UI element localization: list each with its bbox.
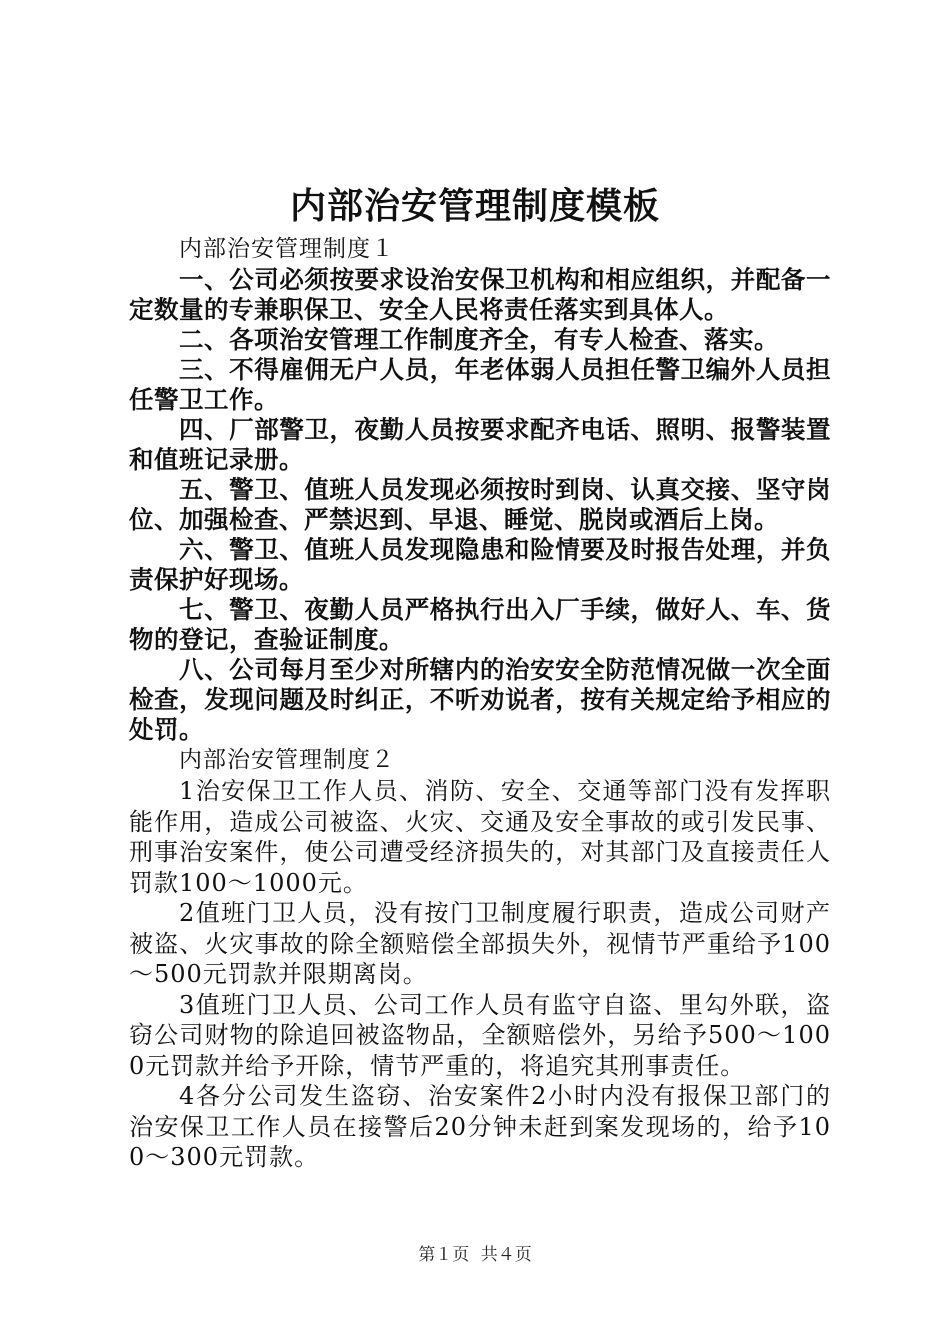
paragraph: 3值班门卫人员、公司工作人员有监守自盗、里勾外联，盗窃公司财物的除追回被盗物品，全额赔偿外，另给予500～1000元罚款并给予开除，情节严重的，将追究其刑事责任。 [129, 990, 831, 1080]
paragraph: 五、警卫、值班人员发现必须按时到岗、认真交接、坚守岗位、加强检查、严禁迟到、早退、睡觉、脱岗或酒后上岗。 [129, 475, 831, 534]
paragraph: 1治安保卫工作人员、消防、安全、交通等部门没有发挥职能作用，造成公司被盗、火灾、交通及安全事故的或引发民事、刑事治安案件，使公司遭受经济损失的，对其部门及直接责任人罚款100～1000元。 [129, 777, 831, 897]
paragraph: 六、警卫、值班人员发现隐患和险情要及时报告处理，并负责保护好现场。 [129, 535, 831, 594]
paragraph: 四、厂部警卫，夜勤人员按要求配齐电话、照明、报警装置和值班记录册。 [129, 415, 831, 474]
page-footer [0, 1244, 950, 1266]
paragraph: 七、警卫、夜勤人员严格执行出入厂手续，做好人、车、货物的登记，查验证制度。 [129, 595, 831, 654]
document-title: 内部治安管理制度模板 [289, 186, 660, 227]
paragraph: 4各分公司发生盗窃、治安案件2小时内没有报保卫部门的治安保卫工作人员在接警后20分钟未赶到案发现场的，给予100～300元罚款。 [129, 1082, 831, 1171]
paragraph: 内部治安管理制度２ [179, 747, 395, 773]
paragraph: 八、公司每月至少对所辖内的治安安全防范情况做一次全面检查，发现问题及时纠正，不听劝说者，按有关规定给予相应的处罚。 [129, 655, 831, 744]
paragraph: 三、不得雇佣无户人员，年老体弱人员担任警卫编外人员担任警卫工作。 [129, 355, 831, 414]
paragraph: 内部治安管理制度１ [179, 236, 395, 262]
page-count: 共４页 [480, 1245, 532, 1265]
paragraph: 2值班门卫人员，没有按门卫制度履行职责，造成公司财产被盗、火灾事故的除全额赔偿全部损失外，视情节严重给予100～500元罚款并限期离岗。 [129, 899, 831, 988]
document-body [129, 234, 831, 1173]
paragraph: 二、各项治安管理工作制度齐全，有专人检查、落实。 [179, 325, 779, 354]
paragraph: 一、公司必须按要求设治安保卫机构和相应组织，并配备一定数量的专兼职保卫、安全人民将责任落实到具体人。 [129, 265, 831, 324]
page-number: 第１页 [418, 1245, 470, 1265]
